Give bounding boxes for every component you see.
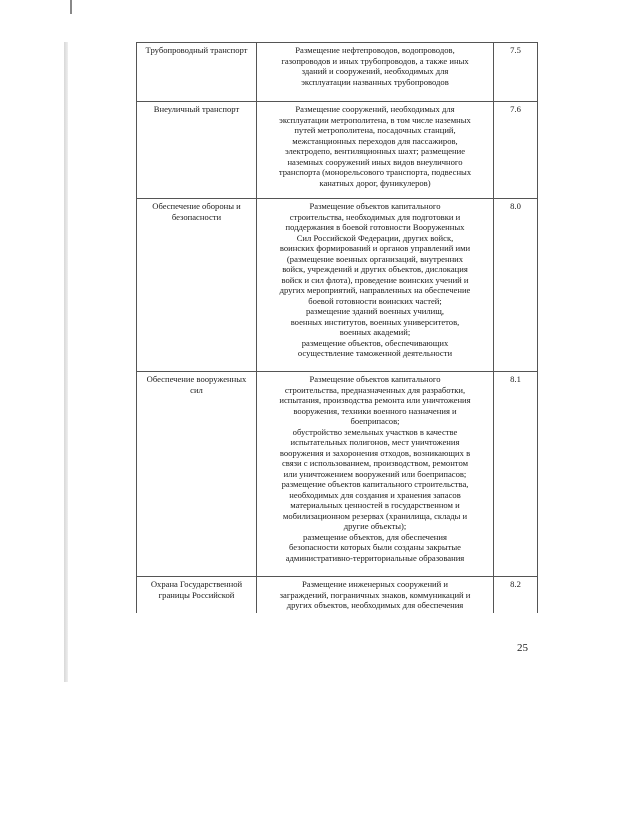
use-name-cell: Трубопроводный транспорт: [137, 43, 257, 102]
description-line: материальных ценностей в государственном и: [290, 500, 460, 510]
use-code-cell: 7.6: [494, 102, 538, 199]
description-line: Сил Российской Федерации, других войск,: [296, 232, 454, 243]
description-line: строительства, необходимых для подготовки и: [289, 211, 461, 222]
description-line: испытательных полигонов, мест уничтожения: [290, 437, 460, 447]
description-line: безопасности которых были созданы закрытые: [289, 542, 461, 552]
description-line: осуществление таможенной деятельности: [297, 348, 453, 358]
table-row: [137, 372, 538, 577]
description-line: канатных дорог, фуникулеров): [319, 177, 431, 188]
use-name-cell: Обеспечение вооруженных сил: [137, 372, 257, 577]
description-line: размещение объектов капитального строительства,: [281, 479, 469, 489]
description-line: эксплуатации названных трубопроводов: [301, 76, 449, 87]
scan-edge: [64, 42, 68, 682]
description-line: других объектов, необходимых для обеспечения: [286, 600, 464, 610]
use-name-cell: Охрана Государственной границы Российской: [137, 577, 257, 613]
use-description-cell: [257, 577, 494, 613]
land-use-table: [136, 42, 538, 613]
description-line: путей метрополитена, посадочных станций,: [294, 125, 456, 135]
description-line: военных институтов, военных университетов,: [290, 316, 460, 327]
use-description-cell: [257, 372, 494, 577]
description-line: строительства, предназначенных для разработки,: [284, 384, 466, 395]
description-line: транспорта (монорельсового транспорта, подвесных: [278, 167, 472, 177]
use-description-cell: [257, 43, 494, 102]
description-line: боеприпасов;: [350, 416, 400, 426]
description-line: другие объекты);: [343, 521, 407, 531]
description-line: военных академий;: [339, 327, 411, 337]
description-line: войск и сил флота), проведение воинских учений и: [281, 274, 469, 285]
description-line: Размещение сооружений, необходимых для: [295, 104, 455, 114]
description-line: мобилизационном резервах (хранилища, склады и: [282, 510, 468, 521]
description-line: Размещение объектов капитального: [309, 201, 441, 211]
description-line: или уничтожением вооружений или боеприпасов;: [283, 468, 467, 479]
description-line: вооружения и захоронения отходов, возникающих в: [279, 447, 471, 458]
description-line: (размещение военных организаций, внутренних: [286, 253, 464, 264]
table-row: [137, 43, 538, 102]
table-row: [137, 102, 538, 199]
description-line: боевой готовности воинских частей;: [308, 295, 442, 306]
description-line: обустройство земельных участков в качестве: [292, 426, 458, 437]
description-line: воинских формирований и органов управлений ими: [279, 243, 471, 253]
use-code-cell: 8.2: [494, 577, 538, 613]
description-line: газопроводов и иных трубопроводов, а также иных: [281, 55, 469, 66]
use-code-cell: 7.5: [494, 43, 538, 102]
description-line: войск, учреждений и других объектов, дислокация: [282, 264, 468, 274]
use-name-cell: Обеспечение обороны и безопасности: [137, 199, 257, 372]
description-line: эксплуатации метрополитена, в том числе наземных: [279, 114, 471, 125]
scan-mark: [70, 0, 72, 14]
table-row: [137, 199, 538, 372]
description-line: испытания, производства ремонта или уничтожения: [279, 395, 471, 405]
use-code-cell: 8.1: [494, 372, 538, 577]
table-row: [137, 577, 538, 613]
page-number: 25: [517, 642, 528, 654]
description-line: Размещение инженерных сооружений и: [301, 579, 449, 589]
description-line: межстанционных переходов для пассажиров,: [292, 135, 458, 146]
description-line: других мероприятий, направленных на обеспечение: [279, 285, 471, 295]
description-line: поддержания в боевой готовности Вооруженных: [285, 222, 465, 232]
use-code-cell: 8.0: [494, 199, 538, 372]
description-line: наземных сооружений иных видов внеуличного: [287, 156, 463, 167]
description-line: вооружения, техники военного назначения и: [293, 405, 457, 416]
description-line: Размещение нефтепроводов, водопроводов,: [295, 45, 455, 55]
use-name-cell: Внеуличный транспорт: [137, 102, 257, 199]
description-line: Размещение объектов капитального: [309, 374, 441, 384]
description-line: зданий и сооружений, необходимых для: [301, 66, 449, 76]
description-line: необходимых для создания и хранения запасов: [289, 489, 461, 500]
use-description-cell: [257, 199, 494, 372]
description-line: размещение объектов, для обеспечения: [303, 531, 447, 542]
description-line: административно-территориальные образования: [285, 552, 465, 563]
use-description-cell: [257, 102, 494, 199]
description-line: связи с использованием, производством, ремонтом: [281, 458, 469, 468]
description-line: электродепо, вентиляционных шахт; размещение: [284, 146, 466, 156]
description-line: размещение объектов, обеспечивающих: [301, 337, 449, 348]
description-line: размещение зданий военных училищ,: [305, 306, 445, 316]
description-line: заграждений, пограничных знаков, коммуникаций и: [279, 589, 471, 600]
